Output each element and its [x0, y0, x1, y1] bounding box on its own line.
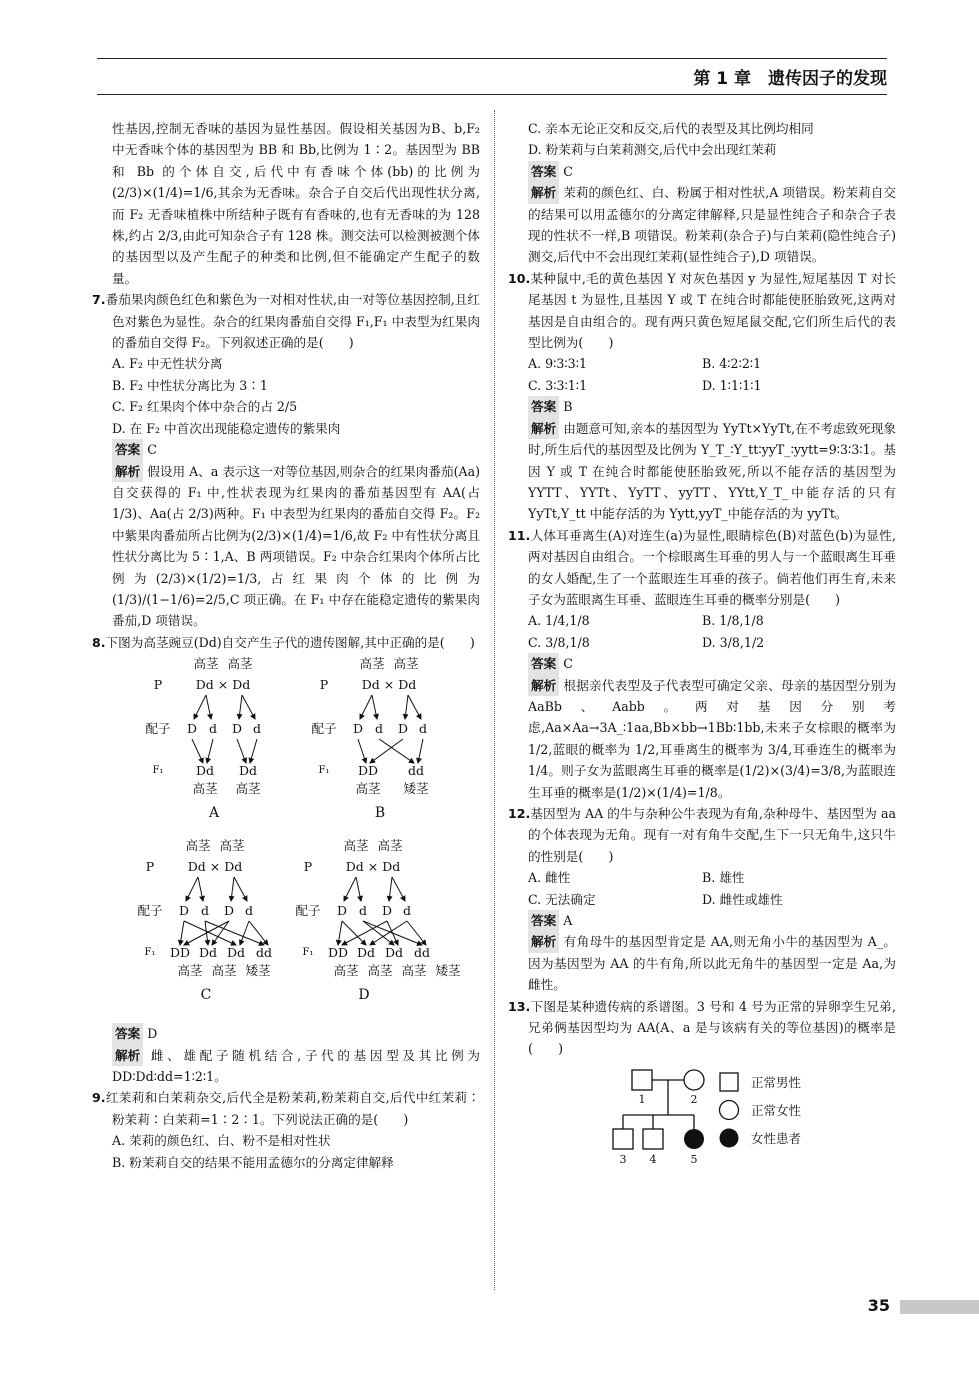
parent-phenotype: 高茎	[193, 656, 219, 672]
legend-affected-icon	[720, 1128, 739, 1147]
option-b: B. 粉茉莉自交的结果不能用孟德尔的分离定律解释	[112, 1154, 394, 1170]
offspring-genotype: Dd	[238, 763, 258, 779]
analysis-text: 假设用 A、a 表示这一对等位基因,则杂合的红果肉番茄(Aa)自交获得的 F₁ 中,性状表现为红果肉的番茄基因型有 AA(占 1/3)、Aa(占 2/3)两种。F₁ 中表型为红果肉的番茄自交得 F₂。F₂ 中紫果肉番茄所占比例为(2/3)×(1/4)=1/6,故 F₂ 中有性状分离且性状分离比为 5∶1,A、B 两项错误。F₂ 中杂合红果肉个体所占比例为(2/3)×(1/2)=1/3,占红果肉个体的比例为(1/3)/(1−1/6)=2/5,C 项正确。在 F₁ 中存在能稳定遗传的紫果肉番茄,D 项错误。	[112, 463, 480, 629]
gamete: D	[231, 721, 243, 737]
option-a: A. 茉莉的颜色红、白、粉不是相对性状	[112, 1133, 331, 1149]
offspring-phenotype: 矮茎	[435, 963, 461, 979]
pedigree-id-1: 1	[638, 1092, 646, 1106]
analysis-text: 雌、雄配子随机结合,子代的基因型及其比例为 DD∶Dd∶dd=1∶2∶1。	[112, 1047, 480, 1084]
offspring-phenotype: 高茎	[177, 963, 203, 979]
diagram-label: A	[208, 805, 220, 822]
arrow	[370, 739, 403, 763]
analysis-label: 解析	[528, 182, 559, 203]
legend-affected-female: 女性患者	[751, 1130, 802, 1146]
arrow	[358, 739, 366, 763]
pedigree-svg	[508, 1060, 896, 1178]
analysis-label: 解析	[112, 461, 143, 482]
arrow	[342, 921, 366, 945]
gamete: d	[252, 721, 262, 737]
option-c: C. 3/8,1/8	[528, 634, 590, 650]
pedigree-id-3: 3	[619, 1152, 627, 1166]
offspring-genotype: Dd	[198, 945, 218, 961]
offspring-genotype: DD	[357, 763, 379, 779]
question-9	[92, 1087, 480, 1173]
answer-value: A	[563, 913, 573, 929]
answer-label: 答案	[528, 653, 559, 674]
arrow	[192, 739, 203, 763]
generation-p-label: P	[153, 677, 163, 693]
generation-f1-label: F₁	[318, 765, 330, 777]
right-column	[508, 118, 896, 1178]
analysis-label: 解析	[528, 418, 559, 439]
question-number: 12.	[508, 806, 531, 821]
question-8	[92, 632, 480, 1088]
question-stem: 红茉莉和白茉莉杂交,后代全是粉茉莉,粉茉莉自交,后代中红茉莉∶粉茉莉∶白茉莉=1∶2∶1。下列说法正确的是( )	[105, 1090, 480, 1127]
analysis-label: 解析	[112, 1045, 143, 1066]
parent-phenotype: 高茎	[219, 838, 245, 854]
analysis-text: 根据亲代表型及子代表型可确定父亲、母亲的基因型分别为 AaBb、Aabb。两对基因分别考虑,Aa×Aa→3A_∶1aa,Bb×bb→1Bb∶1bb,未来子女棕眼的概率为 1/2,蓝眼的概率为 1/2,耳垂离生的概率为 3/4,耳垂连生的概率为 1/4。则子女为蓝眼离生耳垂的概率是(1/2)×(3/4)=3/8,为蓝眼连生耳垂的概率是(1/2)×(1/4)=1/8。	[528, 677, 896, 800]
option-d: D. 3/8,1/2	[702, 634, 765, 650]
gamete: D	[178, 903, 190, 919]
generation-f1-label: F₁	[152, 765, 164, 777]
pedigree-id-4: 4	[649, 1152, 657, 1166]
question-number: 11.	[508, 527, 531, 543]
gamete: d	[374, 721, 384, 737]
arrow	[237, 739, 246, 763]
page-tab-bar	[900, 1300, 979, 1314]
pedigree-male-4	[643, 1129, 663, 1149]
question-stem: 某种鼠中,毛的黄色基因 Y 对灰色基因 y 为显性,短尾基因 T 对长尾基因 t 为显性,且基因 Y 或 T 在纯合时都能使胚胎致死,这两对基因是自由组合的。现有两只黄色短尾鼠交配,它们所生后代的表型比例为( )	[528, 270, 896, 351]
offspring-genotype: DD	[327, 945, 349, 961]
answer-value: C	[147, 442, 157, 458]
generation-p-label: P	[319, 677, 329, 693]
question-stem: 基因型为 AA 的牛与杂种公牛表现为有角,杂种母牛、基因型为 aa 的个体表现为无角。现有一对有角牛交配,生下一只无角牛,这只牛的性别是( )	[528, 806, 896, 864]
question-10	[508, 268, 896, 525]
question-12	[508, 803, 896, 996]
option-c: C. 3∶3∶1∶1	[528, 377, 588, 393]
diagram-label: D	[358, 987, 370, 1004]
gamete: d	[358, 903, 368, 919]
gamete: d	[200, 903, 210, 919]
gamete: d	[208, 721, 218, 737]
left-column	[92, 118, 480, 1173]
arrow	[205, 921, 264, 945]
option-a: A. F₂ 中无性状分离	[112, 356, 223, 372]
option-a: A. 9∶3∶3∶1	[528, 356, 587, 372]
arrow	[249, 921, 268, 945]
question-number: 9.	[92, 1090, 106, 1106]
arrow	[242, 695, 255, 719]
arrow	[338, 921, 342, 945]
arrow	[240, 921, 249, 945]
arrow	[206, 695, 211, 719]
answer-label: 答案	[112, 439, 143, 460]
arrow	[407, 921, 426, 945]
question-stem: 下图是某种遗传病的系谱图。3 号和 4 号为正常的异卵孪生兄弟,兄弟俩基因型均为 AA(A、a 是与该病有关的等位基因)的概率是( )	[528, 998, 896, 1057]
gamete: d	[244, 903, 254, 919]
option-b: B. 1/8,1/8	[702, 613, 764, 629]
gamete: D	[352, 721, 364, 737]
gamete: d	[418, 721, 428, 737]
header-rule-top	[97, 58, 887, 59]
gamete-label: 配子	[145, 721, 171, 737]
option-a: A. 雌性	[528, 870, 571, 886]
header-rule-bottom	[97, 94, 887, 95]
arrow	[360, 695, 372, 719]
parent-cross: Dd × Dd	[345, 859, 401, 875]
pedigree-female-2	[684, 1070, 704, 1090]
gamete: D	[397, 721, 409, 737]
gamete: D	[381, 903, 393, 919]
question-number: 7.	[92, 292, 106, 308]
question-7	[92, 289, 480, 632]
parent-cross: Dd × Dd	[187, 859, 243, 875]
option-b: B. F₂ 中性状分离比为 3∶1	[112, 377, 268, 393]
offspring-phenotype: 高茎	[355, 781, 381, 797]
offspring-genotype: dd	[413, 945, 431, 961]
parent-phenotype: 高茎	[377, 838, 403, 854]
pedigree-male-3	[613, 1129, 633, 1149]
answer-label: 答案	[528, 396, 559, 417]
arrow	[392, 877, 405, 901]
gamete-label: 配子	[311, 721, 337, 737]
continued-analysis: 性基因,控制无香味的基因为显性基因。假设相关基因为B、b,F₂ 中无香味个体的基因型为 BB 和 Bb,比例为 1∶2。基因型为 BB 和 Bb 的个体自交,后代中有香味个体(bb)的比例为(2/3)×(1/4)=1/6,其余为无香味。杂合子自交后代出现性状分离,而 F₂ 无香味植株中所结种子既有有香味的,也有无香味的为 128 株,约占 2/3,由此可知杂合子有 128 株。测交法可以检测被测个体的基因型以及产生配子的种类和比例,但不能确定产生配子的数量。	[112, 121, 480, 286]
option-d: D. 雌性或雄性	[702, 891, 783, 907]
column-separator	[494, 110, 495, 1290]
answer-value: B	[563, 399, 573, 415]
answer-value: D	[147, 1026, 158, 1042]
option-c: C. 亲本无论正交和反交,后代的表型及其比例均相同	[528, 121, 814, 136]
arrow	[389, 877, 392, 901]
gamete: D	[223, 903, 235, 919]
gamete: d	[402, 903, 412, 919]
gamete: D	[336, 903, 348, 919]
parent-phenotype: 高茎	[359, 656, 385, 672]
diagram-label: C	[200, 987, 212, 1004]
parent-phenotype: 高茎	[393, 656, 419, 672]
chapter-title: 第 1 章 遗传因子的发现	[693, 69, 887, 89]
option-d: D. 在 F₂ 中首次出现能稳定遗传的紫果肉	[112, 420, 341, 436]
option-c: C. 无法确定	[528, 891, 596, 907]
parent-phenotype: 高茎	[227, 656, 253, 672]
arrow	[405, 695, 408, 719]
question-9-continued	[508, 118, 896, 268]
generation-p-label: P	[303, 859, 313, 875]
arrow	[356, 877, 361, 901]
offspring-genotype: DD	[169, 945, 191, 961]
pedigree-id-5: 5	[690, 1152, 698, 1166]
arrow	[418, 739, 423, 763]
option-b: B. 4∶2∶2∶1	[702, 356, 762, 372]
legend-normal-male: 正常男性	[751, 1074, 802, 1090]
arrow	[372, 695, 377, 719]
offspring-phenotype: 高茎	[211, 963, 237, 979]
arrow	[194, 695, 206, 719]
arrow	[231, 877, 234, 901]
option-d: D. 粉茉莉与白茉莉测交,后代中会出现红茉莉	[528, 142, 777, 158]
option-b: B. 雄性	[702, 870, 745, 886]
question-number: 13.	[508, 998, 531, 1014]
question-stem: 番茄果肉颜色红色和紫色为一对相对性状,由一对等位基因控制,且红色对紫色为显性。杂合的红果肉番茄自交得 F₁,F₁ 中表型为红果肉的番茄自交得 F₂。下列叙述正确的是( )	[105, 292, 480, 351]
offspring-phenotype: 高茎	[192, 781, 218, 797]
analysis-text: 茉莉的颜色红、白、粉属于相对性状,A 项错误。粉茉莉自交的结果可以用孟德尔的分离定律解释,只是显性纯合子和杂合子表现的性状不一样,B 项错误。粉茉莉(杂合子)与白茉莉(隐性纯合子)测交,后代中不会出现红茉莉(显性纯合子),D 项错误。	[528, 185, 896, 265]
offspring-phenotype: 高茎	[333, 963, 359, 979]
question-number: 8.	[92, 634, 106, 650]
arrow	[342, 921, 387, 945]
offspring-genotype: Dd	[195, 763, 215, 779]
gamete-label: 配子	[137, 903, 163, 919]
genetic-cross-figure	[92, 653, 480, 1023]
pedigree-chart	[508, 1060, 896, 1178]
answer-value: C	[563, 163, 573, 179]
analysis-text: 有角母牛的基因型肯定是 AA,则无角小牛的基因型为 A_。因为基因型为 AA 的牛有角,所以此无角牛的基因型一定是 Aa,为雌性。	[528, 934, 896, 993]
option-c: C. F₂ 红果肉个体中杂合的占 2/5	[112, 399, 298, 415]
arrow	[239, 695, 242, 719]
answer-label: 答案	[112, 1023, 143, 1044]
arrow	[234, 877, 247, 901]
analysis-label: 解析	[528, 675, 559, 696]
cross-diagrams	[92, 653, 480, 1023]
parent-cross: Dd × Dd	[361, 677, 417, 693]
pedigree-affected-female-5	[684, 1129, 704, 1149]
offspring-genotype: Dd	[226, 945, 246, 961]
answer-value: C	[563, 656, 573, 672]
question-stem: 人体耳垂离生(A)对连生(a)为显性,眼睛棕色(B)对蓝色(b)为显性,两对基因自由组合。一个棕眼离生耳垂的男人与一个蓝眼离生耳垂的女人婚配,生了一个蓝眼连生耳垂的孩子。倘若他们再生育,未来子女为蓝眼离生耳垂、蓝眼连生耳垂的概率分别是( )	[528, 527, 896, 607]
arrow	[198, 877, 203, 901]
pedigree-id-2: 2	[690, 1092, 698, 1106]
legend-normal-female: 正常女性	[751, 1102, 802, 1118]
analysis-label: 解析	[528, 931, 559, 952]
generation-f1-label: F₁	[144, 947, 156, 959]
offspring-phenotype: 矮茎	[403, 781, 429, 797]
question-13	[508, 996, 896, 1178]
answer-label: 答案	[528, 161, 559, 182]
pedigree-male-1	[632, 1070, 652, 1090]
offspring-phenotype: 高茎	[367, 963, 393, 979]
generation-f1-label: F₁	[302, 947, 314, 959]
option-d: D. 1∶1∶1∶1	[702, 377, 762, 393]
arrow	[186, 877, 198, 901]
offspring-genotype: dd	[255, 945, 273, 961]
option-a: A. 1/4,1/8	[528, 613, 590, 629]
gamete-label: 配子	[295, 903, 321, 919]
offspring-phenotype: 高茎	[401, 963, 427, 979]
arrow	[408, 695, 421, 719]
offspring-genotype: Dd	[356, 945, 376, 961]
analysis-text: 由题意可知,亲本的基因型为 YyTt×YyTt,在不考虑致死现象时,所生后代的基因型及比例为 Y_T_∶Y_tt∶yyT_∶yytt=9∶3∶3∶1。基因 Y 或 T 在纯合时都能使胚胎致死,所以不能存活的基因型为 YYTT、YYTt、YyTT、yyTT、YYtt,Y_T_中能存活的只有 YyTt,Y_tt 中能存活的为 Yytt,yyT_中能存活的为 yyTt。	[528, 420, 896, 522]
offspring-phenotype: 矮茎	[245, 963, 271, 979]
arrow	[379, 739, 414, 763]
question-stem: 下图为高茎豌豆(Dd)自交产生子代的遗传图解,其中正确的是( )	[105, 634, 475, 650]
page-number: 35	[867, 1296, 890, 1315]
parent-cross: Dd × Dd	[195, 677, 251, 693]
diagram-label: B	[374, 805, 386, 822]
answer-label: 答案	[528, 910, 559, 931]
question-11	[508, 525, 896, 803]
legend-female-icon	[720, 1100, 739, 1119]
offspring-genotype: Dd	[384, 945, 404, 961]
arrow	[180, 921, 184, 945]
legend-male-icon	[720, 1073, 738, 1091]
arrow	[250, 739, 257, 763]
parent-phenotype: 高茎	[185, 838, 211, 854]
gamete: D	[186, 721, 198, 737]
offspring-phenotype: 高茎	[235, 781, 261, 797]
offspring-genotype: dd	[407, 763, 425, 779]
arrow	[344, 877, 356, 901]
arrow	[207, 739, 213, 763]
generation-p-label: P	[145, 859, 155, 875]
parent-phenotype: 高茎	[343, 838, 369, 854]
question-number: 10.	[508, 270, 531, 286]
